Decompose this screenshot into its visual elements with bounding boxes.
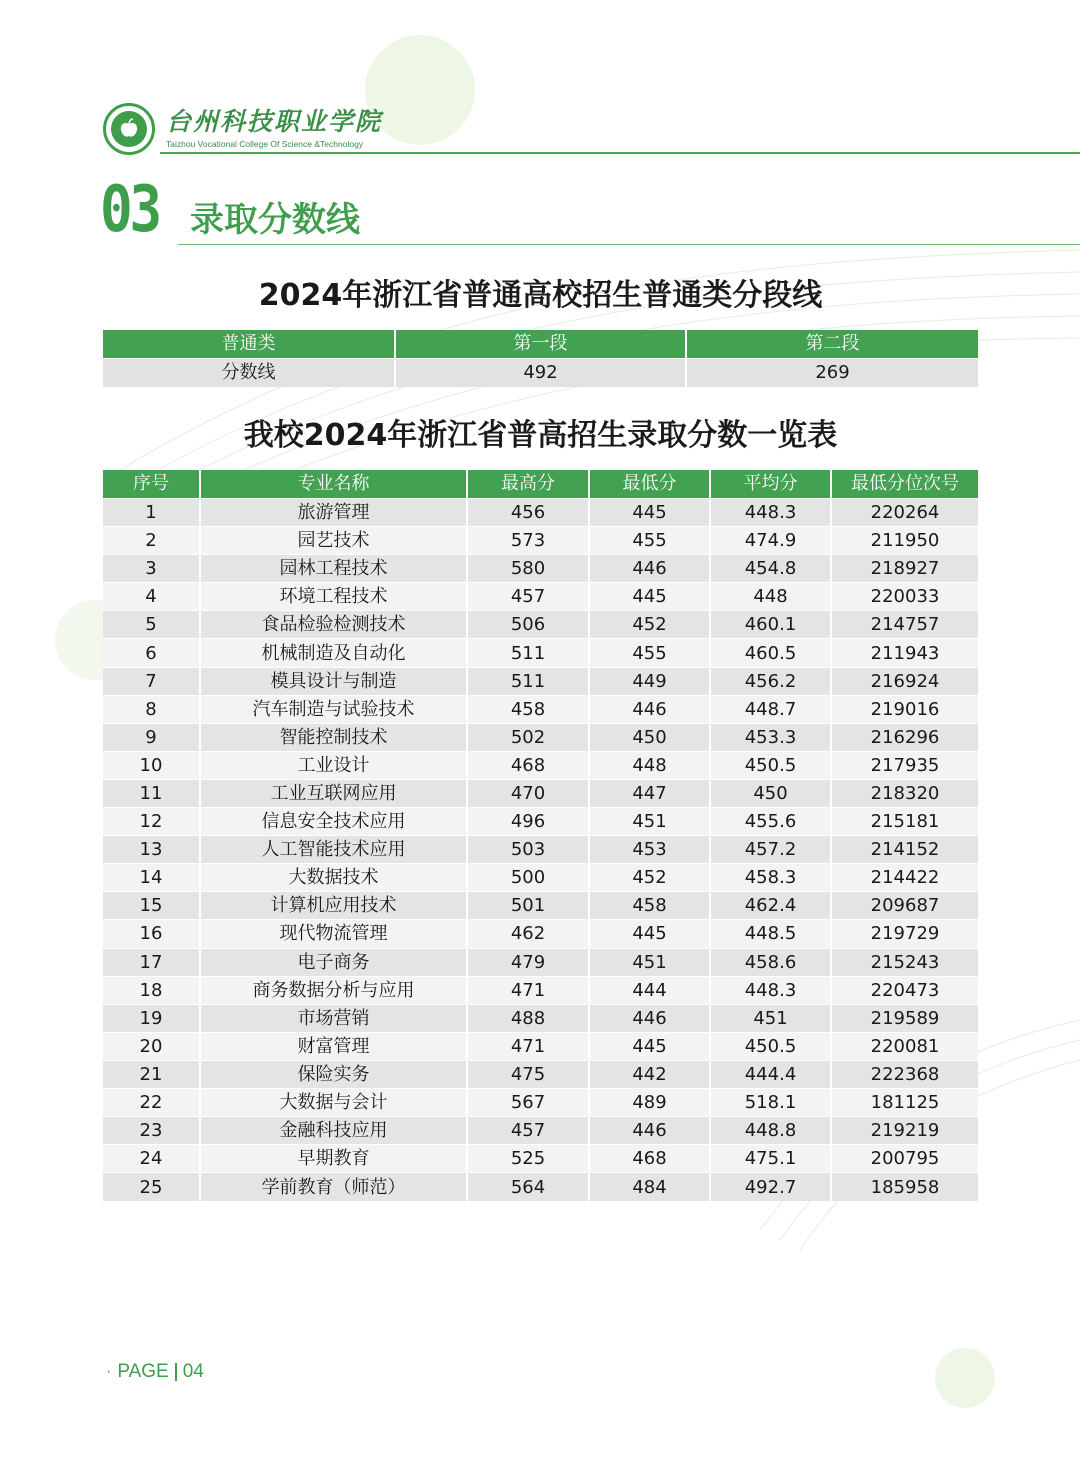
table-row: [103, 583, 978, 611]
cell-min: 451: [589, 808, 710, 836]
cell-rank: 220081: [831, 1032, 978, 1060]
cell-rank: 211943: [831, 639, 978, 667]
table-row: [103, 976, 978, 1004]
cell-avg: 454.8: [710, 555, 831, 583]
cell-major: 汽车制造与试验技术: [200, 695, 467, 723]
cell-avg: 518.1: [710, 1088, 831, 1116]
admission-table-header: [103, 470, 978, 499]
cell-min: 489: [589, 1088, 710, 1116]
cell-max: 458: [467, 695, 589, 723]
cell-avg: 448: [710, 583, 831, 611]
cell-index: 20: [103, 1032, 200, 1060]
cell-index: 7: [103, 667, 200, 695]
table-row: [103, 611, 978, 639]
cell-avg: 460.5: [710, 639, 831, 667]
cell-index: 2: [103, 527, 200, 555]
header-cell-rank: 最低分位次号: [831, 470, 978, 499]
page-footer: [106, 1358, 246, 1386]
cutoff-cell: 269: [686, 359, 978, 388]
cell-max: 479: [467, 948, 589, 976]
cell-major: 模具设计与制造: [200, 667, 467, 695]
table-row: [103, 527, 978, 555]
cutoff-table-header: [103, 330, 978, 359]
table-row: [103, 864, 978, 892]
table-row: [103, 1032, 978, 1060]
cell-avg: 450.5: [710, 751, 831, 779]
table-row: [103, 695, 978, 723]
header-cell-min: 最低分: [589, 470, 710, 499]
table-row: [103, 779, 978, 807]
cell-avg: 492.7: [710, 1173, 831, 1201]
cell-rank: 218320: [831, 779, 978, 807]
table-row: [103, 555, 978, 583]
table-row: [103, 836, 978, 864]
cell-rank: 211950: [831, 527, 978, 555]
cell-max: 501: [467, 892, 589, 920]
cell-avg: 448.3: [710, 499, 831, 527]
cell-max: 471: [467, 1032, 589, 1060]
cell-major: 信息安全技术应用: [200, 808, 467, 836]
table-row: [103, 723, 978, 751]
table-row: [103, 1088, 978, 1116]
cell-major: 金融科技应用: [200, 1117, 467, 1145]
cell-rank: 214757: [831, 611, 978, 639]
cell-avg: 474.9: [710, 527, 831, 555]
cell-max: 488: [467, 1004, 589, 1032]
cell-min: 446: [589, 695, 710, 723]
cell-avg: 475.1: [710, 1145, 831, 1173]
cell-major: 现代物流管理: [200, 920, 467, 948]
cell-major: 早期教育: [200, 1145, 467, 1173]
cell-major: 保险实务: [200, 1060, 467, 1088]
table-row: [103, 639, 978, 667]
section-number: 03: [100, 173, 159, 247]
cell-max: 457: [467, 1117, 589, 1145]
cell-rank: 219016: [831, 695, 978, 723]
cell-max: 471: [467, 976, 589, 1004]
cell-min: 452: [589, 611, 710, 639]
cell-index: 23: [103, 1117, 200, 1145]
cell-rank: 220264: [831, 499, 978, 527]
cutoff-table: [103, 330, 978, 387]
cell-max: 573: [467, 527, 589, 555]
cell-index: 14: [103, 864, 200, 892]
cell-min: 446: [589, 1117, 710, 1145]
cell-max: 500: [467, 864, 589, 892]
cell-rank: 185958: [831, 1173, 978, 1201]
cell-major: 计算机应用技术: [200, 892, 467, 920]
cell-rank: 218927: [831, 555, 978, 583]
cell-max: 511: [467, 639, 589, 667]
table-row: [103, 1173, 978, 1201]
cutoff-cell: 分数线: [103, 359, 395, 388]
cell-min: 468: [589, 1145, 710, 1173]
school-name-en: Taizhou Vocational College Of Science &Technology: [166, 139, 364, 149]
cell-max: 475: [467, 1060, 589, 1088]
table-row: [103, 1145, 978, 1173]
cell-max: 496: [467, 808, 589, 836]
page-label: PAGE: [117, 1361, 169, 1382]
cell-min: 449: [589, 667, 710, 695]
cutoff-header-cell: 第二段: [686, 330, 978, 359]
cell-major: 机械制造及自动化: [200, 639, 467, 667]
cell-rank: 215181: [831, 808, 978, 836]
cell-min: 455: [589, 527, 710, 555]
table-row: [103, 751, 978, 779]
cell-major: 园艺技术: [200, 527, 467, 555]
cell-min: 455: [589, 639, 710, 667]
cell-rank: 215243: [831, 948, 978, 976]
cell-index: 25: [103, 1173, 200, 1201]
cell-min: 445: [589, 920, 710, 948]
cell-min: 445: [589, 499, 710, 527]
cell-avg: 450.5: [710, 1032, 831, 1060]
cell-index: 18: [103, 976, 200, 1004]
cell-max: 470: [467, 779, 589, 807]
cell-index: 24: [103, 1145, 200, 1173]
cell-major: 食品检验检测技术: [200, 611, 467, 639]
header-cell-avg: 平均分: [710, 470, 831, 499]
cell-index: 8: [103, 695, 200, 723]
cell-rank: 219589: [831, 1004, 978, 1032]
cutoff-header-cell: 第一段: [395, 330, 686, 359]
page-number: 04: [182, 1361, 204, 1382]
school-name-cn: 台州科技职业学院: [166, 107, 383, 136]
cell-avg: 458.3: [710, 864, 831, 892]
cell-min: 445: [589, 583, 710, 611]
admission-table: [103, 470, 978, 1201]
cell-avg: 448.8: [710, 1117, 831, 1145]
cell-avg: 448.7: [710, 695, 831, 723]
cell-max: 502: [467, 723, 589, 751]
cell-min: 442: [589, 1060, 710, 1088]
cell-index: 6: [103, 639, 200, 667]
cell-major: 大数据技术: [200, 864, 467, 892]
cell-index: 12: [103, 808, 200, 836]
cutoff-cell: 492: [395, 359, 686, 388]
cell-rank: 214422: [831, 864, 978, 892]
cell-avg: 460.1: [710, 611, 831, 639]
cell-max: 564: [467, 1173, 589, 1201]
table-row: [103, 892, 978, 920]
cell-rank: 181125: [831, 1088, 978, 1116]
footer-separator: [175, 1363, 177, 1381]
cell-major: 大数据与会计: [200, 1088, 467, 1116]
cell-avg: 448.3: [710, 976, 831, 1004]
cell-max: 580: [467, 555, 589, 583]
cell-max: 525: [467, 1145, 589, 1173]
cell-index: 5: [103, 611, 200, 639]
cell-index: 13: [103, 836, 200, 864]
cell-rank: 220033: [831, 583, 978, 611]
cell-min: 484: [589, 1173, 710, 1201]
cell-avg: 451: [710, 1004, 831, 1032]
cell-max: 457: [467, 583, 589, 611]
cell-index: 4: [103, 583, 200, 611]
section-title: 录取分数线: [190, 200, 360, 240]
cell-index: 19: [103, 1004, 200, 1032]
cell-avg: 448.5: [710, 920, 831, 948]
cell-min: 445: [589, 1032, 710, 1060]
cell-rank: 209687: [831, 892, 978, 920]
header-cell-index: 序号: [103, 470, 200, 499]
cell-major: 环境工程技术: [200, 583, 467, 611]
school-logo-emblem: [103, 103, 155, 155]
cell-major: 人工智能技术应用: [200, 836, 467, 864]
cell-min: 453: [589, 836, 710, 864]
table-row: [103, 1117, 978, 1145]
cell-rank: 219219: [831, 1117, 978, 1145]
cell-avg: 462.4: [710, 892, 831, 920]
cell-index: 16: [103, 920, 200, 948]
cell-min: 458: [589, 892, 710, 920]
cell-rank: 216296: [831, 723, 978, 751]
cutoff-header-cell: 普通类: [103, 330, 395, 359]
apple-icon: [118, 118, 140, 140]
cell-max: 511: [467, 667, 589, 695]
cell-major: 工业互联网应用: [200, 779, 467, 807]
header-divider: [160, 152, 1080, 154]
cell-max: 506: [467, 611, 589, 639]
cutoff-table-row: [103, 359, 978, 388]
table-row: [103, 1060, 978, 1088]
cell-major: 电子商务: [200, 948, 467, 976]
cell-min: 444: [589, 976, 710, 1004]
cell-max: 468: [467, 751, 589, 779]
cell-index: 3: [103, 555, 200, 583]
section-divider: [178, 244, 1080, 245]
table-row: [103, 667, 978, 695]
cell-major: 商务数据分析与应用: [200, 976, 467, 1004]
cell-avg: 453.3: [710, 723, 831, 751]
cell-avg: 444.4: [710, 1060, 831, 1088]
table-row: [103, 499, 978, 527]
cell-index: 9: [103, 723, 200, 751]
cell-min: 451: [589, 948, 710, 976]
header-cell-max: 最高分: [467, 470, 589, 499]
cell-min: 452: [589, 864, 710, 892]
cell-min: 446: [589, 555, 710, 583]
table-row: [103, 920, 978, 948]
cell-index: 11: [103, 779, 200, 807]
cell-avg: 457.2: [710, 836, 831, 864]
cell-rank: 220473: [831, 976, 978, 1004]
cell-rank: 217935: [831, 751, 978, 779]
cell-min: 446: [589, 1004, 710, 1032]
admission-table-title: 我校2024年浙江省普高招生录取分数一览表: [243, 418, 838, 453]
cell-index: 17: [103, 948, 200, 976]
cell-index: 15: [103, 892, 200, 920]
cell-major: 工业设计: [200, 751, 467, 779]
cell-min: 447: [589, 779, 710, 807]
cell-rank: 214152: [831, 836, 978, 864]
cell-min: 448: [589, 751, 710, 779]
cell-rank: 222368: [831, 1060, 978, 1088]
cell-major: 财富管理: [200, 1032, 467, 1060]
cell-index: 1: [103, 499, 200, 527]
table-row: [103, 808, 978, 836]
cell-max: 503: [467, 836, 589, 864]
header-cell-major: 专业名称: [200, 470, 467, 499]
footer-dot: ·: [106, 1363, 112, 1380]
cell-index: 10: [103, 751, 200, 779]
cell-max: 462: [467, 920, 589, 948]
table-row: [103, 948, 978, 976]
cell-index: 22: [103, 1088, 200, 1116]
cell-major: 智能控制技术: [200, 723, 467, 751]
cell-avg: 455.6: [710, 808, 831, 836]
cell-index: 21: [103, 1060, 200, 1088]
cell-rank: 216924: [831, 667, 978, 695]
cell-major: 园林工程技术: [200, 555, 467, 583]
cell-rank: 200795: [831, 1145, 978, 1173]
table-row: [103, 1004, 978, 1032]
cell-rank: 219729: [831, 920, 978, 948]
cell-major: 市场营销: [200, 1004, 467, 1032]
cell-avg: 458.6: [710, 948, 831, 976]
cell-major: 旅游管理: [200, 499, 467, 527]
cell-max: 456: [467, 499, 589, 527]
cell-max: 567: [467, 1088, 589, 1116]
cutoff-table-title: 2024年浙江省普通高校招生普通类分段线: [258, 278, 823, 313]
cell-min: 450: [589, 723, 710, 751]
cell-avg: 456.2: [710, 667, 831, 695]
cell-avg: 450: [710, 779, 831, 807]
cell-major: 学前教育（师范）: [200, 1173, 467, 1201]
